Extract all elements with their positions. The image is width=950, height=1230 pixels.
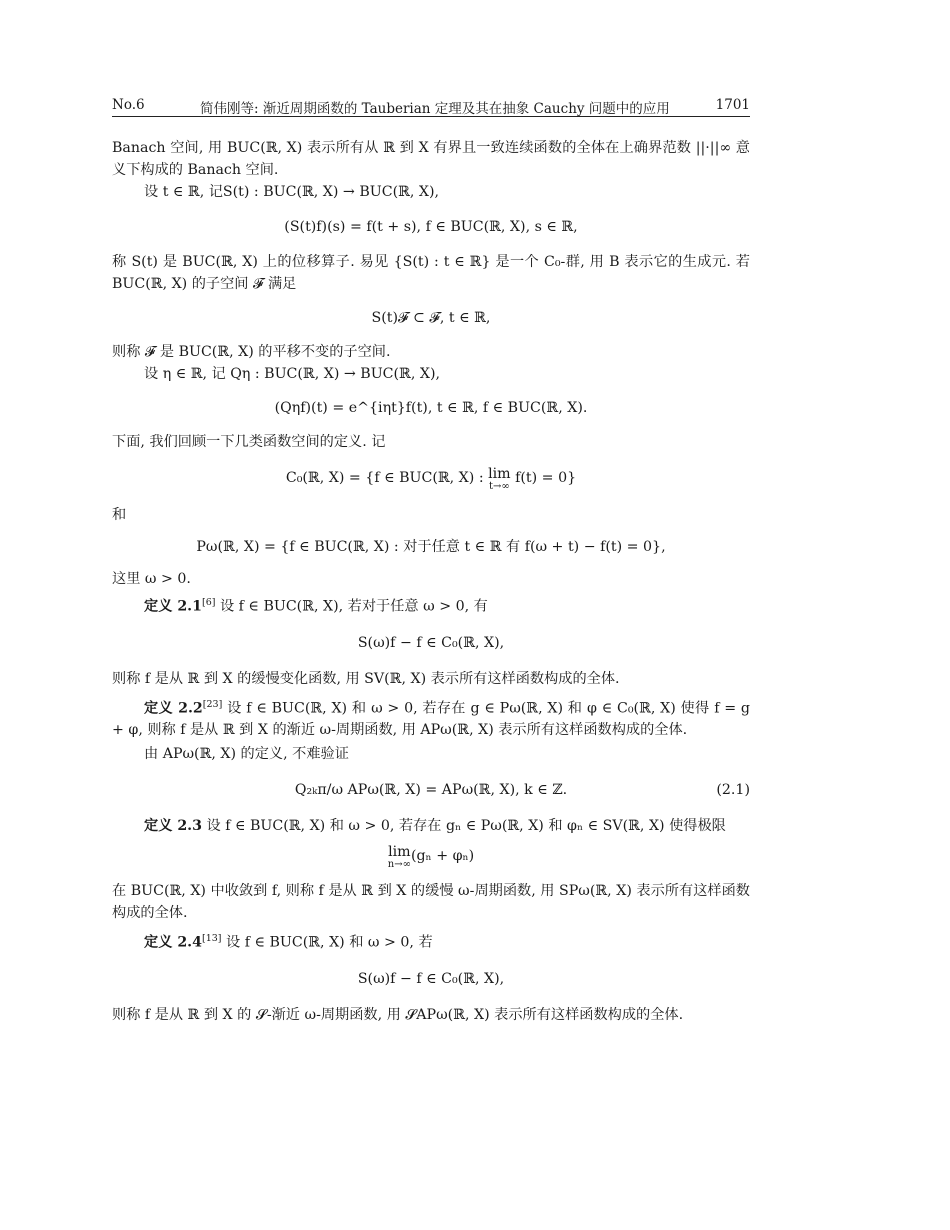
equation: S(ω)f − f ∈ C₀(ℝ, X), [357,971,505,988]
running-title: 简伟刚等: 渐近周期函数的 Tauberian 定理及其在抽象 Cauchy 问题中的应用 [200,101,670,117]
paragraph: 设 t ∈ ℝ, 记S(t) : BUC(ℝ, X) → BUC(ℝ, X), [144,184,440,200]
definition-text: 设 f ∈ BUC(ℝ, X) 和 ω > 0, 若存在 gₙ ∈ Pω(ℝ, X) 和 φₙ ∈ SV(ℝ, X) 使得极限 [202,818,726,835]
equation [112,779,750,801]
definition-label: 定义 2.2 [144,700,203,717]
lim-subscript: t→∞ [489,481,510,492]
paragraph: 则称 f 是从 ℝ 到 X 的缓慢变化函数, 用 SV(ℝ, X) 表示所有这样函数构成的全体. [112,670,620,687]
eq-part: C₀(ℝ, X) = {f ∈ BUC(ℝ, X) : [285,470,489,486]
limit-operator [388,845,411,870]
definition [112,592,750,618]
page-number: 1701 [715,97,750,113]
definition [112,694,750,742]
eq-part: (gₙ + φₙ) [410,848,475,865]
equation: S(ω)f − f ∈ C₀(ℝ, X), [357,634,505,651]
eq-part: f(t) = 0} [510,470,577,486]
lim-subscript: n→∞ [387,859,411,871]
paragraph: 下面, 我们回顾一下几类函数空间的定义. 记 [112,434,386,450]
definition-label: 定义 2.3 [144,818,202,835]
definition-text: 设 f ∈ BUC(ℝ, X), 若对于任意 ω > 0, 有 [215,598,488,615]
equation [112,467,750,492]
definition-text: 设 f ∈ BUC(ℝ, X) 和 ω > 0, 若存在 g ∈ Pω(ℝ, X) 和 φ ∈ C₀(ℝ, X) 使得 f = g + φ, 则称 f 是从 ℝ 到 X 的渐近 ω-周期函数, 用 APω(ℝ, X) 表示所有这样函数构成的全体. [112,700,750,739]
citation: [6] [202,597,216,608]
definition-label: 定义 2.1 [144,598,202,615]
issue-label: No.6 [112,97,145,113]
citation: [13] [202,933,222,945]
lim-symbol: lim [488,466,511,482]
paragraph: 在 BUC(ℝ, X) 中收敛到 f, 则称 f 是从 ℝ 到 X 的缓慢 ω-周期函数, 用 SPω(ℝ, X) 表示所有这样函数构成的全体. [112,883,750,922]
citation: [23] [202,698,223,710]
definition [112,928,750,954]
lim-symbol: lim [388,844,411,861]
limit-operator [488,467,511,492]
paragraph: Banach 空间, 用 BUC(ℝ, X) 表示所有从 ℝ 到 X 有界且一致连续函数的全体在上确界范数 ||·||∞ 意义下构成的 Banach 空间. [112,140,750,178]
equation [112,845,750,870]
eq-body: Q₂ₖπ/ω APω(ℝ, X) = APω(ℝ, X), k ∈ ℤ. [294,782,568,799]
paragraph: 则称 f 是从 ℝ 到 X 的 𝓢-渐近 ω-周期函数, 用 𝓢APω(ℝ, X) 表示所有这样函数构成的全体. [112,1007,684,1024]
paragraph: 由 APω(ℝ, X) 的定义, 不难验证 [144,746,349,763]
equation-number: (2.1) [716,782,750,799]
definition-label: 定义 2.4 [144,935,202,952]
definition [112,815,750,837]
paper-page [112,96,750,1026]
paragraph: 设 η ∈ ℝ, 记 Qη : BUC(ℝ, X) → BUC(ℝ, X), [144,366,441,382]
equation: Pω(ℝ, X) = {f ∈ BUC(ℝ, X) : 对于任意 t ∈ ℝ 有 f(ω + t) − f(t) = 0}, [196,539,666,555]
paragraph: 这里 ω > 0. [112,571,191,587]
paragraph: 则称 𝓕 是 BUC(ℝ, X) 的平移不变的子空间. [112,344,391,360]
paragraph: 和 [112,507,127,523]
equation: (S(t)f)(s) = f(t + s), f ∈ BUC(ℝ, X), s ∈ ℝ, [284,219,578,235]
paragraph: 称 S(t) 是 BUC(ℝ, X) 上的位移算子. 易见 {S(t) : t ∈ ℝ} 是一个 C₀-群, 用 B 表示它的生成元. 若 BUC(ℝ, X) 的子空间 𝓕 满足 [112,254,750,292]
equation: S(t)𝓕 ⊂ 𝓕, t ∈ ℝ, [371,310,491,326]
equation: (Qηf)(t) = e^{iηt}f(t), t ∈ ℝ, f ∈ BUC(ℝ, X). [274,400,588,416]
definition-text: 设 f ∈ BUC(ℝ, X) 和 ω > 0, 若 [221,935,433,952]
running-header [112,96,750,117]
